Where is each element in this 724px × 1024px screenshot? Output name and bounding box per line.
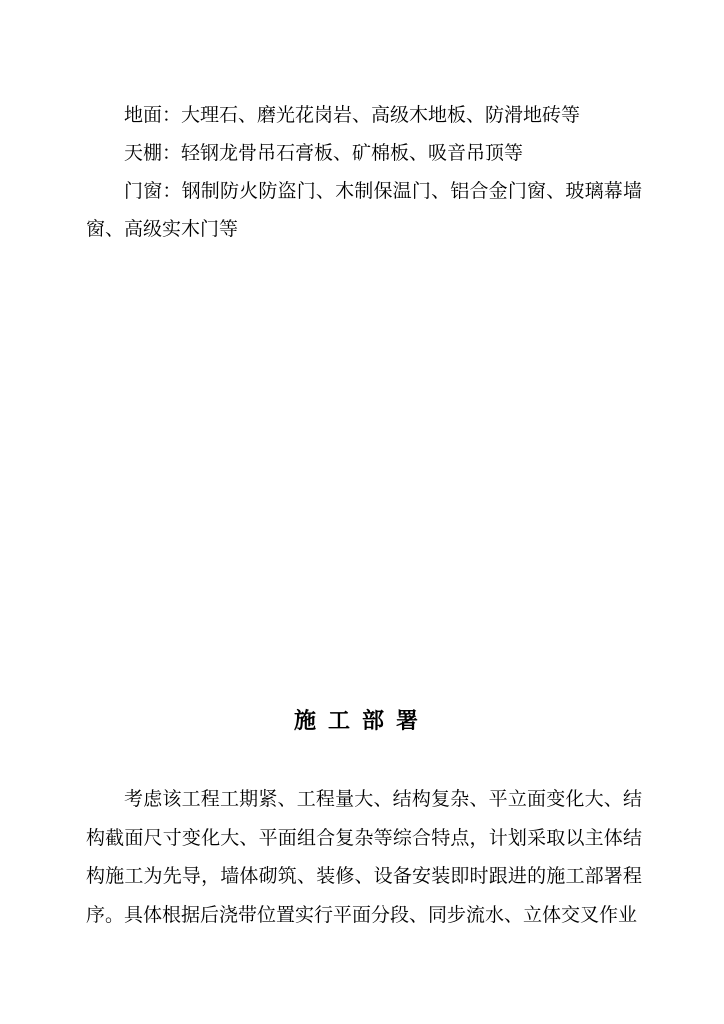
floor-materials-line: 地面：大理石、磨光花岗岩、高级木地板、防滑地砖等 xyxy=(124,104,581,126)
section-heading-construction-deployment: 施工部署 xyxy=(293,708,430,734)
ceiling-materials-line: 天棚：轻钢龙骨吊石膏板、矿棉板、吸音吊顶等 xyxy=(124,142,524,164)
doors-windows-materials-paragraph: 门窗：钢制防火防盗门、木制保温门、铝合金门窗、玻璃幕墙窗、高级实木门等 xyxy=(86,180,642,240)
construction-deployment-paragraph: 考虑该工程工期紧、工程量大、结构复杂、平立面变化大、结构截面尺寸变化大、平面组合复杂等综合特点，计划采取以主体结构施工为先导，墙体砌筑、装修、设备安装即时跟进的施工部署程序。具体根据后浇带位置实行平面分段、同步流水、立体交叉作业 xyxy=(86,788,642,926)
